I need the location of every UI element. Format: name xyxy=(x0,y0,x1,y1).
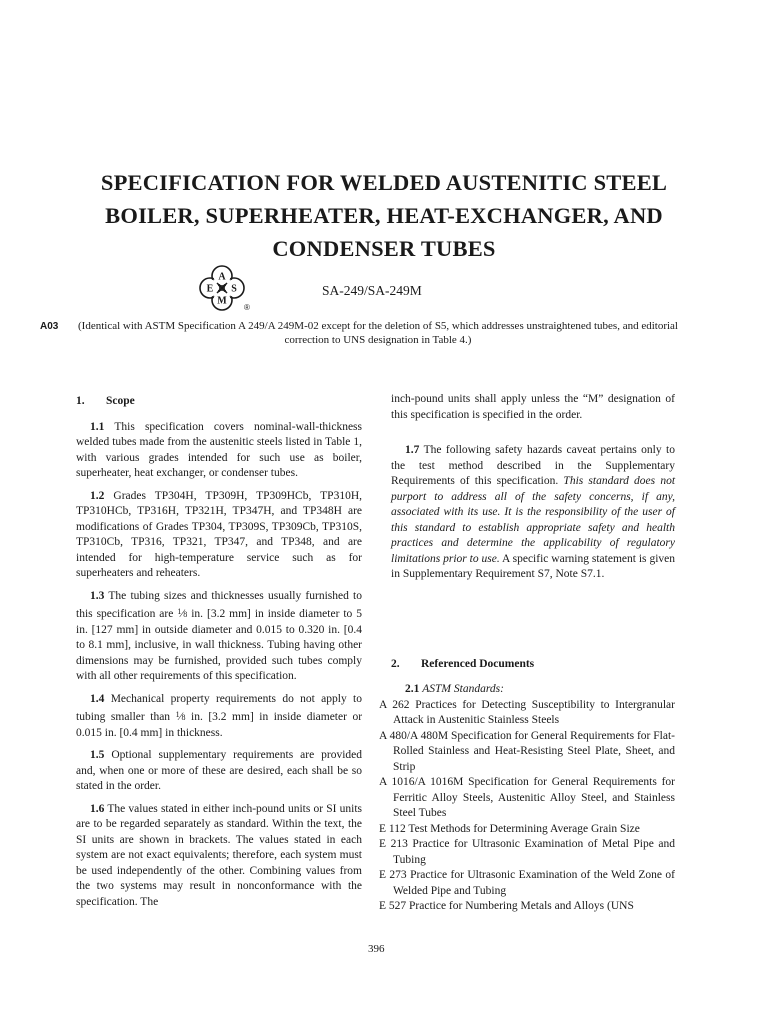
fraction-numerator: 1 xyxy=(175,710,180,719)
paragraph-1-7 xyxy=(391,443,675,583)
paragraph-text: The values stated in either inch-pound units or SI units are to be regarded separately as standard. Within the text, the SI units are shown in brackets. The values stated in each system are not exact equivalents; therefore, each system must be used independently of the other. Combining values from the two systems may result in nonconformance with the specification. The xyxy=(76,802,362,908)
paragraph-1-6 xyxy=(76,802,362,911)
title-line: BOILER, SUPERHEATER, HEAT-EXCHANGER, AND xyxy=(105,203,663,228)
paragraph-number: 1.3 xyxy=(90,589,105,602)
paragraph-number: 2.1 xyxy=(405,683,420,695)
registered-mark: ® xyxy=(244,303,250,312)
referenced-documents-heading xyxy=(391,657,675,673)
paragraph-1-2 xyxy=(76,489,362,582)
scope-heading xyxy=(76,394,362,410)
reference-item: A 1016/A 1016M Specification for General Requirements for Ferritic Alloy Steels, Austenitic Alloy Steel, and Stainless Steel Tubes xyxy=(379,776,675,819)
paragraph-text: Mechanical property requirements do not apply to tubing smaller than xyxy=(76,692,362,723)
paragraph-number: 1.6 xyxy=(90,802,105,815)
logo-letter: M xyxy=(217,295,227,307)
document-title xyxy=(60,166,708,265)
standards-label: ASTM Standards: xyxy=(422,683,504,695)
paragraph-text: in. [3.2 mm] in inside diameter or 0.015 in. [0.4 mm] in thickness. xyxy=(76,711,363,739)
identical-note: (Identical with ASTM Specification A 249/A 249M-02 except for the deletion of S5, which addresses unstraightened tubes, and editorial correction to UNS designation in Table 4.) xyxy=(78,320,678,346)
safety-caveat-text: This standard does not purport to address all of the safety concerns, if any, associated with its use. It is the responsibility of the user of this standard to establish appropriate safety and health practices and determine the applicability of regulatory limitations prior to use. xyxy=(391,475,676,565)
reference-item: A 480/A 480M Specification for General Requirements for Flat-Rolled Stainless and Heat-Resisting Steel Plate, Sheet, and Strip xyxy=(379,729,675,773)
reference-item: E 213 Practice for Ultrasonic Examination of Metal Pipe and Tubing xyxy=(379,838,675,866)
fraction-denominator: 8 xyxy=(181,713,186,722)
reference-item: E 273 Practice for Ultrasonic Examination of the Weld Zone of Welded Pipe and Tubing xyxy=(379,869,675,897)
paragraph-text: in. [3.2 mm] in inside diameter to 5 in. [127 mm] in outside diameter and 0.015 to 0.320 in. [0.4 to 8.1 mm], inclusive, in wall thickness. Tubing having other dimensions may be furnished, provided such tubes comply with all other requirements of this specification. xyxy=(76,608,363,682)
paragraph-number: 1.7 xyxy=(405,444,420,456)
right-column xyxy=(379,392,676,915)
reference-list xyxy=(379,698,675,915)
paragraph-text: A specific warning statement is given in Supplementary Requirement S7, Note S7.1. xyxy=(391,552,675,580)
section-title: Referenced Documents xyxy=(421,657,535,670)
paragraph-1-1 xyxy=(76,420,362,482)
left-column xyxy=(76,394,362,910)
paragraph-number: 1.5 xyxy=(90,749,105,761)
reference-item: E 112 Test Methods for Determining Average Grain Size xyxy=(379,822,640,835)
paragraph-1-4: 1.4 Mechanical property requirements do not apply to tubing smaller than $^1$⁄8 in. [3.2 mm] in inside diameter or 0.015 in. [0.4 mm] in thickness. xyxy=(76,692,363,739)
section-title: Scope xyxy=(106,395,135,407)
paragraph-continuation: inch-pound units shall apply unless the “M” designation of this specification is specified in the order. xyxy=(391,393,675,421)
paragraph-1-5 xyxy=(76,748,362,795)
paragraph-number: 1.1 xyxy=(90,420,105,433)
paragraph-text: This specification covers nominal-wall-thickness welded tubes made from the austenitic steels listed in Table 1, with various grades intended for such use as boiler, superheater, heat exchanger, or condenser tubes. xyxy=(76,420,362,479)
revision-mark: A03 xyxy=(40,321,59,332)
logo-letter: A xyxy=(218,271,226,283)
title-line: CONDENSER TUBES xyxy=(272,236,496,261)
section-number: 2. xyxy=(391,657,400,670)
paragraph-text: Grades TP304H, TP309H, TP309HCb, TP310H, TP310HCb, TP316H, TP321H, TP347H, and TP348H are modifications of Grades TP304, TP309S, TP309Cb, TP310S, TP310Cb, TP316, TP321, TP347, and TP348, and are intended for high-temperature service such as for superheaters and reheaters. xyxy=(76,489,362,579)
reference-item: E 527 Practice for Numbering Metals and Alloys (UNS xyxy=(379,900,634,912)
paragraph-number: 1.4 xyxy=(90,692,105,705)
section-number: 1. xyxy=(76,395,85,407)
paragraph-number: 1.2 xyxy=(90,489,105,502)
reference-item: A 262 Practices for Detecting Susceptibility to Intergranular Attack in Austenitic Stainless Steels xyxy=(379,698,675,726)
designation: SA-249/SA-249M xyxy=(322,283,422,298)
fraction-numerator: 1 xyxy=(177,607,182,616)
paragraph-1-3: 1.3 The tubing sizes and thicknesses usually furnished to this specification are $^1$⁄8 in. [3.2 mm] in inside diameter to 5 in. [127 mm] in outside diameter and 0.015 to 0.320 in. [0.4 to 8.1 mm], inclusive, in wall thickness. Tubing having other dimensions may be furnished, provided such tubes comply with all other requirements of this specification. xyxy=(76,589,363,682)
paragraph-text: The tubing sizes and thicknesses usually furnished to this specification are xyxy=(76,589,362,620)
logo-letter: E xyxy=(206,283,214,295)
page-number: 396 xyxy=(368,943,385,955)
asme-logo-icon xyxy=(196,264,252,314)
paragraph-2-1 xyxy=(391,682,675,698)
title-line: SPECIFICATION FOR WELDED AUSTENITIC STEEL xyxy=(100,170,668,195)
paragraph-text: The following safety hazards caveat pertains only to the test method described in the Supplementary Requirements of this specification. xyxy=(391,444,675,487)
paragraph-text: Optional supplementary requirements are provided and, when one or more of these are desired, each shall be so stated in the order. xyxy=(76,749,362,792)
fraction-denominator: 8 xyxy=(183,610,188,619)
logo-letter: S xyxy=(231,283,237,295)
